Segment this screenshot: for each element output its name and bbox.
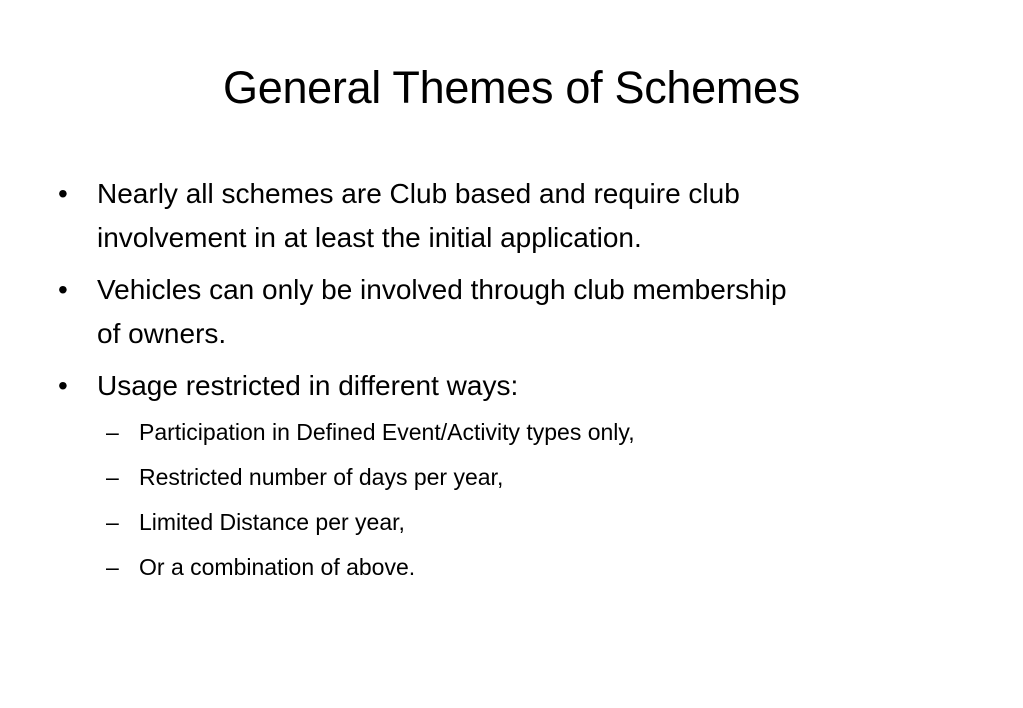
bullet-line: of owners. <box>97 318 227 349</box>
sub-bullet-item <box>58 506 958 539</box>
bullet-item <box>58 172 958 260</box>
sub-bullet-text: Or a combination of above. <box>139 554 416 580</box>
sub-bullet-marker: – <box>106 419 119 445</box>
bullet-line: involvement in at least the initial application. <box>97 222 642 253</box>
sub-bullet-item <box>58 461 958 494</box>
sub-bullet-marker: – <box>106 464 119 490</box>
sub-bullet-text: Participation in Defined Event/Activity types only, <box>139 419 635 445</box>
slide-body <box>58 172 958 596</box>
sub-bullet-item <box>58 416 958 449</box>
sub-bullet-list <box>58 416 958 584</box>
sub-bullet-text: Limited Distance per year, <box>139 509 405 535</box>
bullet-item <box>58 364 958 408</box>
bullet-item <box>58 268 958 356</box>
sub-bullet-text: Restricted number of days per year, <box>139 464 504 490</box>
bullet-marker: • <box>58 274 68 305</box>
bullet-line: Vehicles can only be involved through club membership <box>97 274 787 305</box>
sub-bullet-item <box>58 551 958 584</box>
sub-bullet-marker: – <box>106 554 119 580</box>
sub-bullet-marker: – <box>106 509 119 535</box>
slide-title: General Themes of Schemes <box>223 62 800 113</box>
bullet-line: Nearly all schemes are Club based and require club <box>97 178 740 209</box>
bullet-marker: • <box>58 178 68 209</box>
bullet-line: Usage restricted in different ways: <box>97 370 519 401</box>
bullet-marker: • <box>58 370 68 401</box>
